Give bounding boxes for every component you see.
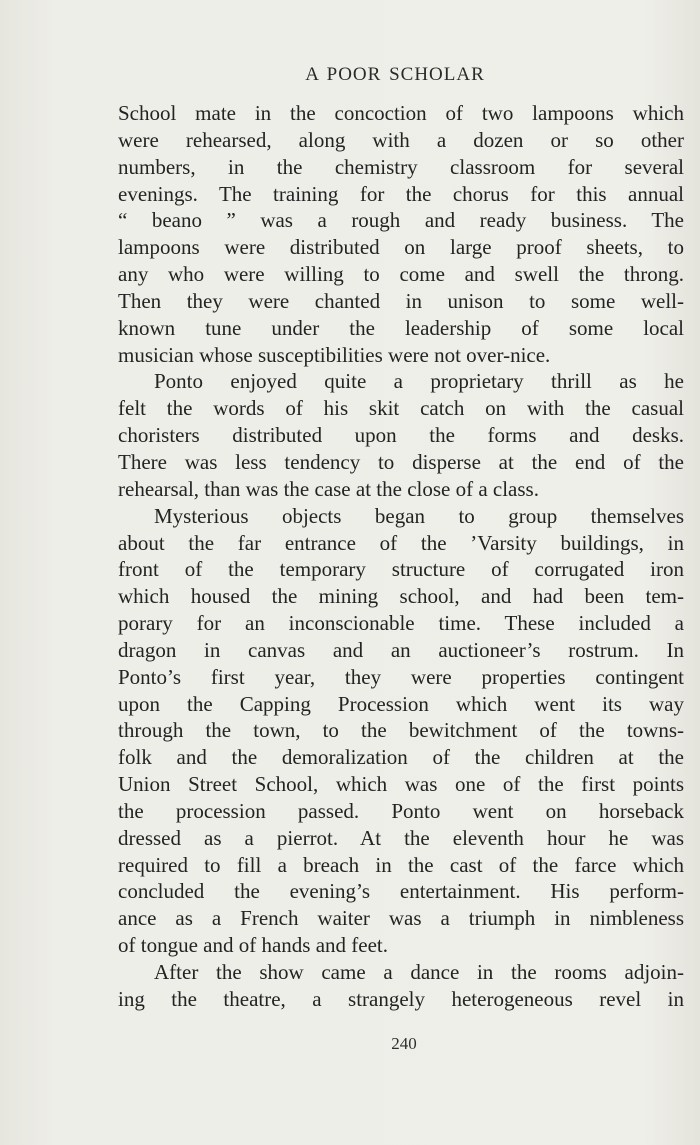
text-line: front of the temporary structure of corrugated iron	[118, 557, 684, 582]
text-line: through the town, to the bewitchment of the towns-	[118, 718, 684, 743]
text-line: Union Street School, which was one of the first points	[118, 772, 684, 797]
running-head: A POOR SCHOLAR	[305, 64, 485, 85]
body-text	[118, 100, 684, 1013]
text-line: any who were willing to come and swell the throng.	[118, 262, 684, 287]
text-line: were rehearsed, along with a dozen or so other	[118, 127, 684, 152]
text-line: porary for an inconscionable time. These included a	[118, 611, 684, 636]
text-line: Then they were chanted in unison to some well-	[118, 288, 684, 313]
text-line: lampoons were distributed on large proof sheets, to	[118, 235, 684, 260]
text-line: of tongue and of hands and feet.	[118, 933, 388, 958]
text-line: ing the theatre, a strangely heterogeneous revel in	[118, 986, 684, 1011]
text-line: rehearsal, than was the case at the close of a class.	[118, 476, 539, 501]
text-line: dragon in canvas and an auctioneer’s rostrum. In	[118, 637, 684, 662]
text-line: which housed the mining school, and had been tem-	[118, 584, 684, 609]
text-line: numbers, in the chemistry classroom for several	[118, 154, 684, 179]
text-line: Ponto’s first year, they were properties contingent	[118, 664, 684, 689]
text-line: School mate in the concoction of two lampoons which	[118, 101, 684, 125]
text-line: about the far entrance of the ’Varsity buildings, in	[118, 530, 684, 555]
paragraph-first-line: Mysterious objects began to group themselves	[154, 503, 684, 528]
text-line: choristers distributed upon the forms and desks.	[118, 423, 684, 448]
paragraph-first-line: After the show came a dance in the rooms adjoin-	[154, 960, 684, 984]
text-line: upon the Capping Procession which went its way	[118, 691, 684, 716]
text-line: concluded the evening’s entertainment. His perform-	[118, 879, 684, 904]
text-line: musician whose susceptibilities were not over-nice.	[118, 342, 551, 367]
text-line: evenings. The training for the chorus for this annual	[118, 181, 684, 206]
text-line: “ beano ” was a rough and ready business. The	[118, 208, 684, 233]
text-line: folk and the demoralization of the children at the	[118, 745, 684, 770]
text-line: known tune under the leadership of some local	[118, 315, 684, 340]
paragraph-first-line: Ponto enjoyed quite a proprietary thrill as he	[154, 369, 684, 394]
text-line: felt the words of his skit catch on with the casual	[118, 396, 684, 421]
page-number: 240	[391, 1034, 417, 1053]
text-line: ance as a French waiter was a triumph in nimbleness	[118, 906, 684, 931]
text-line: dressed as a pierrot. At the eleventh hour he was	[118, 825, 684, 850]
text-line: required to fill a breach in the cast of the farce which	[118, 852, 684, 877]
text-line: There was less tendency to disperse at the end of the	[118, 449, 684, 474]
text-line: the procession passed. Ponto went on horseback	[118, 798, 684, 823]
